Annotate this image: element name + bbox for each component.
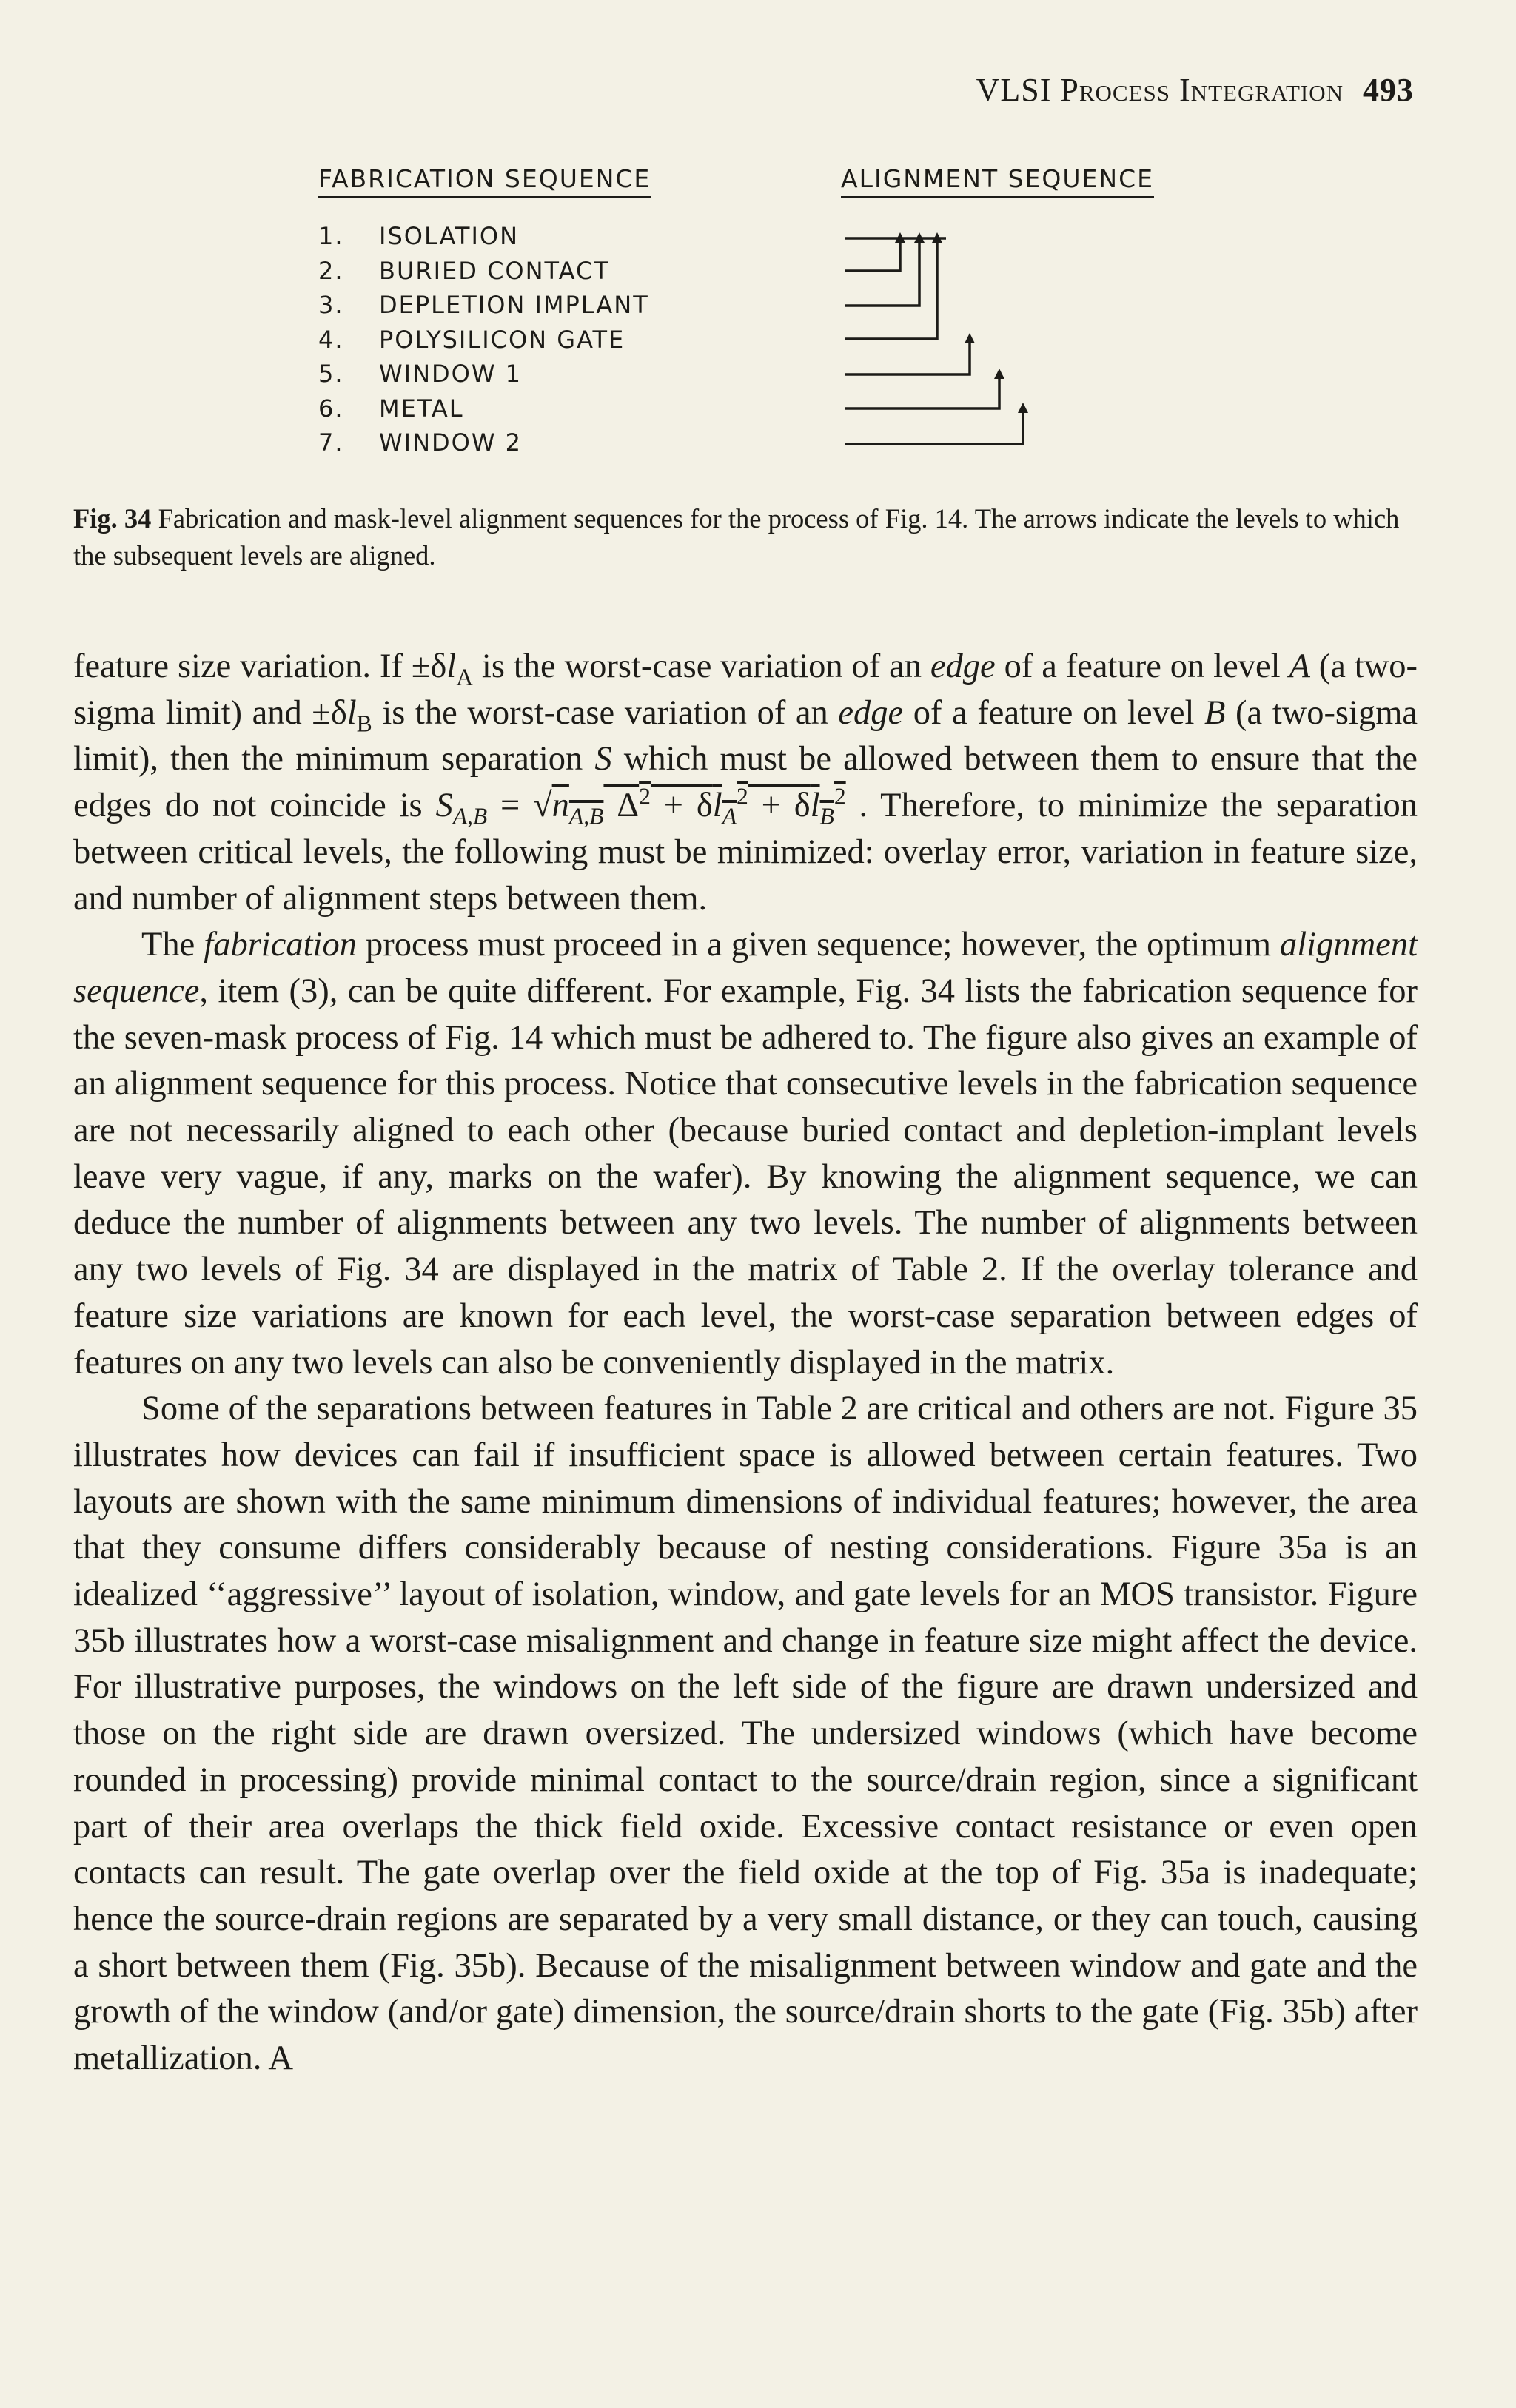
figure-caption [73,500,1416,574]
fabrication-step [318,426,649,460]
fabrication-step [318,357,649,391]
step-number: 2. [318,256,344,285]
body-text [73,644,1418,2082]
paragraph [73,922,1418,1386]
variable: A [1289,648,1310,685]
fabrication-step-list [318,219,649,460]
text-run: feature size variation. If ±δ [73,648,447,685]
step-number: 5. [318,360,344,388]
separation-formula: $S_{A,B} = √n_{A,B}$ $\Delta^2 + \delta l_A^2 + \delta l_B^2$ [435,783,846,830]
step-number: 7. [318,428,344,457]
text-run: (a two-sigma limit) and ±δ [73,648,1418,732]
text-run: is the worst-case variation of an [473,648,930,685]
running-head [976,71,1414,109]
level-2-line [845,240,900,271]
variable: B [1204,693,1226,732]
fabrication-step [318,288,649,323]
caption-label: Fig. 34 [73,503,152,534]
arrowhead-icon [965,333,975,343]
step-label: ISOLATION [379,222,520,250]
step-label: METAL [379,394,464,423]
level-5-line [845,340,970,374]
level-3-line [845,240,919,306]
text-run: which must be allowed between them to ensure that the edges do not coincide is [73,740,1418,825]
text-run: of a feature on level [903,693,1204,732]
step-label: DEPLETION IMPLANT [379,291,649,319]
emphasis: edge [930,648,996,685]
emphasis: fabrication [204,926,357,964]
alignment-sequence-diagram [836,222,1044,459]
emphasis: edge [838,693,904,732]
emphasis: alignment sequence [73,926,1418,1010]
step-number: 4. [318,325,344,354]
step-number: 3. [318,291,344,319]
paragraph: Some of the separations between features in Table 2 are critical and others are not. Figure 35 illustrates how devices can fail if insufficient space is allowed between certain features. Two layouts are shown with the same minimum dimensions of individual features; however, the area that they consume differs considerably because of nesting considerations. Figure 35a is an idealized ‘‘aggressive’’ layout of isolation, window, and gate levels for an MOS transistor. Figure 35b illustrates how a worst-case misalignment and change in feature size might affect the device. For illustrative purposes, the windows on the left side of the figure are drawn undersized and those on the right side are drawn oversized. The undersized windows (which have become rounded in processing) provide minimal contact to the source/drain region, since a significant part of their area overlaps the thick field oxide. Excessive contact resistance or even open contacts can result. The gate overlap over the field oxide at the top of Fig. 35a is inadequate; hence the source-drain regions are separated by a very small distance, or they can touch, causing a short between them (Fig. 35b). Because of the misalignment between window and gate and the growth of the window (and/or gate) dimension, the source/drain shorts to the gate (Fig. 35b) after metallization. A [73,1390,1418,2078]
text-run: of a feature on level [995,648,1289,685]
caption-text: Fabrication and mask-level alignment sequences for the process of Fig. 14. The arrows indicate the levels to which the subsequent levels are aligned. [73,503,1400,571]
fabrication-step [318,219,649,254]
level-7-line [845,410,1023,444]
page-number: 493 [1363,72,1414,108]
step-number: 6. [318,394,344,423]
alignment-sequence-heading: ALIGNMENT SEQUENCE [841,164,1154,198]
fabrication-step [318,323,649,357]
text-run: . Therefore, to minimize the separation between critical levels, the following must be minimized: overlay error, variation in feature size, and number of alignment steps between them. [73,787,1418,918]
fabrication-sequence-heading: FABRICATION SEQUENCE [318,164,651,198]
step-label: POLYSILICON GATE [379,325,625,354]
level-6-line [845,376,999,408]
step-label: BURIED CONTACT [379,256,610,285]
level-4-line [845,240,937,339]
step-number: 1. [318,222,344,250]
text-run: process must proceed in a given sequence; however, the optimum [356,926,1281,964]
text-run: , item (3), can be quite different. For example, Fig. 34 lists the fabrication sequence for the seven-mask process of Fig. 14 which must be adhered to. The figure also gives an example of an alignment sequence for this process. Notice that consecutive levels in the fabrication sequence are not necessarily aligned to each other (because buried contact and depletion-implant levels leave very vague, if any, marks on the wafer). By knowing the alignment sequence, we can deduce the number of alignments between any two levels. The number of alignments between any two levels of Fig. 34 are displayed in the matrix of Table 2. If the overlay tolerance and feature size variations are known for each level, the worst-case separation between edges of features on any two levels can also be conveniently displayed in the matrix. [73,972,1418,1382]
running-title: VLSI Process Integration [976,72,1344,108]
fabrication-step [318,254,649,289]
fabrication-step [318,391,649,426]
step-label: WINDOW 1 [379,360,523,388]
text-run: is the worst-case variation of an [372,693,839,732]
variable: S [594,740,612,778]
arrowhead-icon [1018,403,1028,413]
step-label: WINDOW 2 [379,428,523,457]
paragraph: feature size variation. $If \pm\delta l_A$ is the worst-case variation of an edge of a feature on level A (a two-sigma limit) and $\pm\delta l_B$ is the worst-case variation of an edge of a feature on level B (a two-sigma limit), then the minimum separation S which must be allowed between them to ensure that the edges do not coincide is $S_{A,B} = √n_{A,B}$ $\Delta^2 + \delta l_A^2 + \delta l_B^2$ . Therefore, to minimize the separation between critical levels, the following must be minimized: overlay error, variation in feature size, and number of alignment steps between them. [73,648,1418,918]
text-run: The [141,926,204,964]
text-run: (a two-sigma limit), then the minimum separation [73,693,1418,778]
arrowhead-icon [994,369,1004,379]
